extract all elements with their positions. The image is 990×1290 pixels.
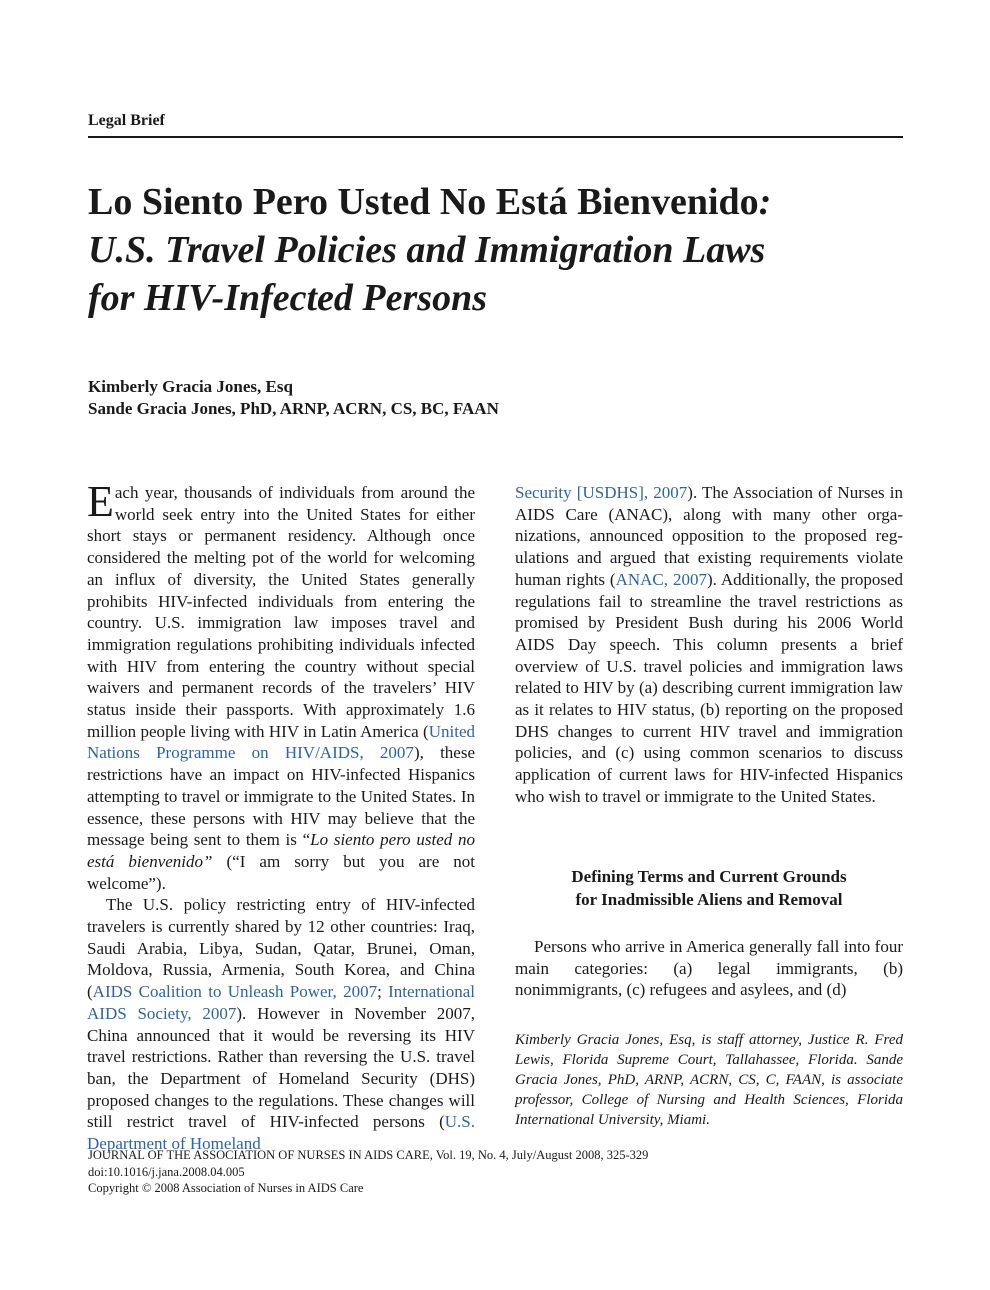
reference-link-act-up[interactable]: AIDS Coalition to Unleash Power, 2007 [92,982,378,1002]
copyright: Copyright © 2008 Association of Nurses in AIDS Care [88,1181,364,1195]
drop-cap: E [87,477,114,526]
article-title [88,178,903,322]
reference-link-ias[interactable]: International AIDS Society, 2007 [87,982,475,1023]
paragraph-1-text-c: (“I am sorry but you are not welcome”). [87,851,476,893]
title-main: Lo Siento Pero Usted No Está Bienvenido [88,181,759,223]
title-line-2: U.S. Travel Policies and Immigration Laws [88,229,766,271]
doi: doi:10.1016/j.jana.2008.04.005 [88,1164,245,1179]
author-list [88,376,499,420]
heading-line-2: for Inadmissible Aliens and Removal [575,890,843,909]
paragraph-1-text-b: ), these restrictions have an impact on HIV-infected Hispanics attempting to travel or immigrate to the United States. In essence, these persons with HIV may believe that the message being sent to them is “ [87,743,475,850]
paragraph-2-text-c: ). The Association of Nurses in AIDS Care (ANAC), along with many other organizations, announced opposition to the proposed regulations and argued that existing requirements violate human rights ( [515,483,904,589]
paragraph-1-text-a: ach year, thousands of individuals from around the world seek entry into the United States for either short stays or permanent residency. Although once considered the melting pot of the world for welcoming an influx of diversity, the United States generally prohibits HIV-infected individuals from entering the country. U.S. immigration law imposes travel and immigration regulations prohibiting individuals infected with HIV from entering the country without special waivers and permanent records of the travelers’ HIV status inside their passports. With approximately 1.6 million people living with HIV in Latin America ( [87,483,475,741]
paragraph-2 [87,894,475,1154]
title-colon: : [758,181,772,223]
author-1: Kimberly Gracia Jones, Esq [88,377,293,396]
author-2: Sande Gracia Jones, PhD, ARNP, ACRN, CS, BC, FAAN [88,399,499,418]
reference-link-usdhs-part-1[interactable]: U.S. Department of Homeland [87,1112,475,1154]
reference-link-anac[interactable]: ANAC, 2007 [615,569,707,589]
page-footer [88,1147,648,1197]
paragraph-2-text-a: The U.S. policy restricting entry of HIV-infected travelers is currently shared by 12 other countries: Iraq, Saudi Arabia, Libya, Sudan, Qatar, Brunei, Oman, Moldova, Russia, Armenia, South Korea, and China ( [87,895,475,1002]
heading-line-1: Defining Terms and Current Grounds [571,867,847,886]
paragraph-2-text-b: ). However in November 2007, China announced that it would be reversing its HIV travel restrictions. Rather than reversing the U.S. travel ban, the Department of Homeland Security (DHS) proposed changes to the regulations. These changes will still restrict travel of HIV-infected persons ( [87,1003,475,1132]
section-heading [515,865,903,911]
body-column-right-lower [515,936,903,1001]
body-column-right [515,482,903,808]
section-label: Legal Brief [88,112,165,129]
paragraph-1 [87,477,476,894]
paragraph-2-continued [515,482,903,808]
author-bio: Kimberly Gracia Jones, Esq, is staff attorney, Justice R. Fred Lewis, Florida Supreme Court, Tallahassee, Florida. Sande Gracia Jones, PhD, ARNP, ACRN, CS, C, FAAN, is associate professor, College of Nursing and Health Sciences, Florida International University, Miami. [515,1032,903,1128]
header-rule [88,136,903,138]
spanish-quote: Lo siento pero usted no está bienvenido” [87,830,476,871]
reference-separator: ; [377,982,389,1002]
paragraph-3: Persons who arrive in America generally fall into four main categories: (a) legal immigrants, (b) nonimmigrants, (c) refugees and asylees, and (d) [515,937,903,1000]
reference-link-usdhs-part-2[interactable]: Security [USDHS], 2007 [515,483,688,502]
title-line-3: for HIV-Infected Persons [88,277,487,319]
body-column-left [87,477,476,1155]
paragraph-2-text-d: ). Additionally, the proposed regulations fail to streamline the travel restrictions as promised by President Bush during his 2006 World AIDS Day speech. This column presents a brief overview of U.S. travel policies and immigration laws related to HIV by (a) describing current immigration law as it relates to HIV status, (b) reporting on the proposed DHS changes to current HIV travel and immigration policies, and (c) using common scenarios to discuss application of current laws for HIV-infected Hispanics who wish to travel or immigrate to the United States. [515,569,903,806]
title-line-1 [88,178,903,226]
reference-link-unaids[interactable]: United Nations Programme on HIV/AIDS, 2007 [87,721,475,763]
journal-citation: JOURNAL OF THE ASSOCIATION OF NURSES IN AIDS CARE, Vol. 19, No. 4, July/August 2008, 325-329 [88,1148,649,1162]
